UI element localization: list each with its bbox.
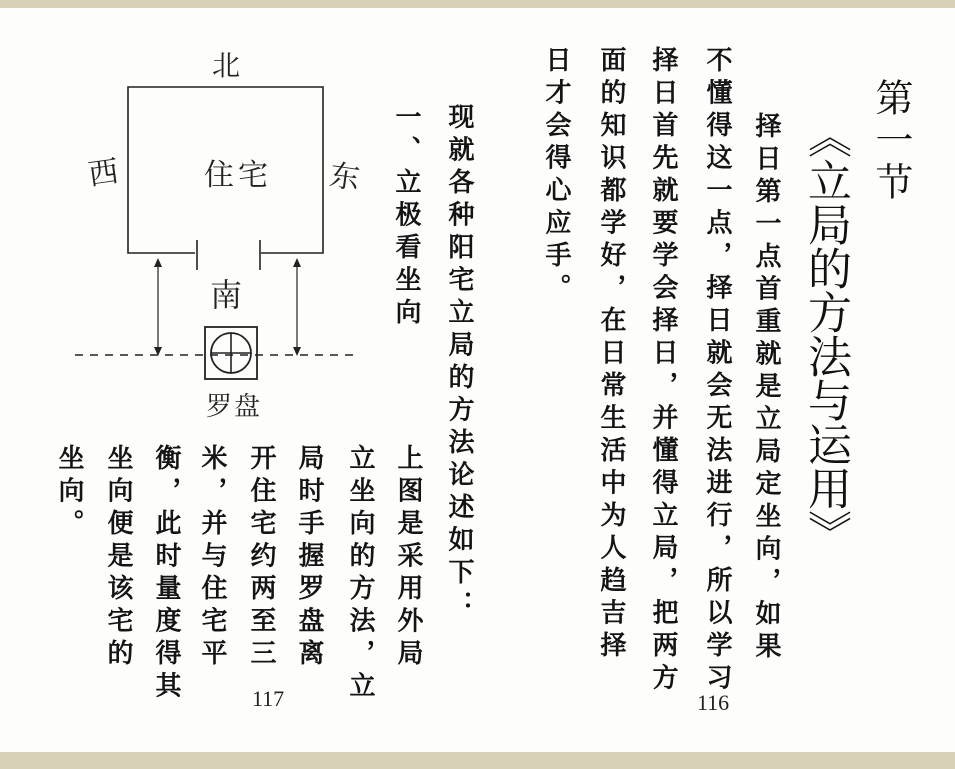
paragraph-column-5: 日才会得心应手。: [541, 46, 571, 306]
page-number-116: 116: [697, 690, 730, 715]
compass-label: 罗盘: [206, 392, 263, 422]
arrowhead-right-bottom: [293, 347, 301, 356]
west-label: 西: [86, 154, 121, 193]
arrowhead-right-top: [293, 258, 301, 267]
body-column-7: 坐向便是该宅的: [103, 444, 133, 672]
paragraph-column-2: 不懂得这一点，择日就会无法进行，所以学习: [702, 46, 732, 696]
section-title: 《立局的方法与运用》: [800, 114, 851, 554]
page-number-117: 117: [252, 686, 285, 711]
scan-border-bottom: [0, 752, 955, 769]
body-column-1: 上图是采用外局: [393, 444, 423, 672]
body-column-6: 衡，此时量度得其: [151, 444, 181, 704]
east-label: 东: [327, 158, 362, 197]
paragraph-column-3: 择日首先就要学会择日，并懂得立局，把两方: [648, 46, 678, 696]
north-label: 北: [212, 49, 241, 82]
body-column-3: 局时手握罗盘离: [294, 444, 324, 672]
body-column-4: 开住宅约两至三: [246, 444, 276, 672]
body-column-2: 立坐向的方法，立: [345, 444, 375, 704]
section-number: 第一节: [869, 78, 913, 204]
body-column-8: 坐向。: [54, 444, 84, 542]
paragraph-column-1: 择日第一点首重就是立局定坐向，如果: [751, 112, 781, 665]
house-label: 住宅: [204, 158, 272, 193]
arrowhead-left-top: [154, 258, 162, 267]
paragraph-column-4: 面的知识都学好，在日常生活中为人趋吉择: [596, 46, 626, 664]
south-label: 南: [210, 276, 243, 314]
body-column-5: 米，并与住宅平: [197, 444, 227, 672]
intro-column-2: 一、立极看坐向: [391, 103, 421, 331]
intro-column-1: 现就各种阳宅立局的方法论述如下：: [444, 103, 474, 623]
